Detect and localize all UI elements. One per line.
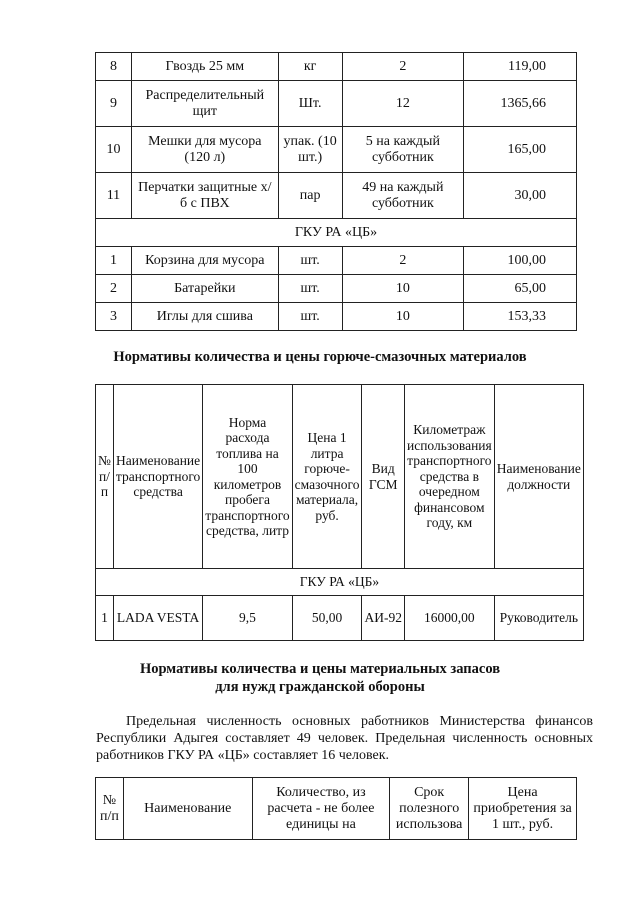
section-row [96, 569, 584, 596]
row-number: 8 [96, 53, 132, 81]
header-name: Наименование [123, 778, 252, 840]
item-name: Батарейки [131, 275, 278, 303]
item-price: 165,00 [464, 127, 577, 173]
header-fuel-type: Вид ГСМ [362, 385, 405, 569]
header-quantity: Количество, из расчета - не более единицы на [252, 778, 390, 840]
item-unit: кг [278, 53, 342, 81]
item-name: Распределительный щит [131, 81, 278, 127]
item-price: 30,00 [464, 173, 577, 219]
fuel-table [95, 384, 584, 641]
item-unit: пар [278, 173, 342, 219]
item-name: Гвоздь 25 мм [131, 53, 278, 81]
table-row [96, 275, 577, 303]
item-unit: шт. [278, 303, 342, 331]
header-number: № п/п [96, 385, 114, 569]
item-name: Мешки для мусора (120 л) [131, 127, 278, 173]
header-term: Срок полезного использова [390, 778, 469, 840]
header-mileage: Километраж использования транспортного средства в очередном финансовом году, км [404, 385, 494, 569]
item-name: Иглы для сшива [131, 303, 278, 331]
item-qty: 10 [342, 275, 464, 303]
item-unit: шт. [278, 247, 342, 275]
materials-table [95, 52, 577, 331]
header-number: № п/п [96, 778, 124, 840]
row-number: 1 [96, 596, 114, 641]
item-unit: упак. (10 шт.) [278, 127, 342, 173]
section-row [96, 219, 577, 247]
item-qty: 12 [342, 81, 464, 127]
row-number: 1 [96, 247, 132, 275]
item-price: 1365,66 [464, 81, 577, 127]
item-qty: 2 [342, 53, 464, 81]
employee-count-paragraph: Предельная численность основных работников Министерства финансов Республики Адыгея составляет 49 человек. Предельная численность основных работников ГКУ РА «ЦБ» составляет 16 человек. [96, 714, 593, 763]
fuel-type: АИ-92 [362, 596, 405, 641]
civil-defense-title-line2: для нужд гражданской обороны [215, 679, 425, 695]
civil-defense-table [95, 777, 577, 840]
table-header-row [96, 385, 584, 569]
row-number: 3 [96, 303, 132, 331]
mileage: 16000,00 [404, 596, 494, 641]
item-name: Корзина для мусора [131, 247, 278, 275]
table-row [96, 81, 577, 127]
table-row [96, 127, 577, 173]
item-price: 100,00 [464, 247, 577, 275]
row-number: 9 [96, 81, 132, 127]
item-price: 65,00 [464, 275, 577, 303]
vehicle-name: LADA VESTA [113, 596, 202, 641]
position: Руководитель [494, 596, 583, 641]
header-vehicle: Наименование транспортного средства [113, 385, 202, 569]
section-title: ГКУ РА «ЦБ» [96, 219, 577, 247]
fuel-norm: 9,5 [203, 596, 292, 641]
table-row [96, 53, 577, 81]
item-unit: шт. [278, 275, 342, 303]
header-price: Цена приобретения за 1 шт., руб. [469, 778, 577, 840]
item-price: 153,33 [464, 303, 577, 331]
item-qty: 10 [342, 303, 464, 331]
section-title: ГКУ РА «ЦБ» [96, 569, 584, 596]
item-qty: 49 на каждый субботник [342, 173, 464, 219]
fuel-price: 50,00 [292, 596, 362, 641]
header-fuel-norm: Норма расхода топлива на 100 километров пробега транспортного средства, литр [203, 385, 292, 569]
civil-defense-title [0, 660, 640, 696]
item-qty: 5 на каждый субботник [342, 127, 464, 173]
civil-defense-title-line1: Нормативы количества и цены материальных запасов [139, 661, 501, 677]
header-fuel-price: Цена 1 литра горюче-смазочного материала, руб. [292, 385, 362, 569]
row-number: 2 [96, 275, 132, 303]
header-position: Наименование должности [494, 385, 583, 569]
item-qty: 2 [342, 247, 464, 275]
item-name: Перчатки защитные х/б с ПВХ [131, 173, 278, 219]
row-number: 11 [96, 173, 132, 219]
item-unit: Шт. [278, 81, 342, 127]
table-row [96, 173, 577, 219]
row-number: 10 [96, 127, 132, 173]
table-row [96, 247, 577, 275]
fuel-norms-title: Нормативы количества и цены горюче-смазочных материалов [113, 349, 527, 365]
item-price: 119,00 [464, 53, 577, 81]
table-row [96, 596, 584, 641]
table-row [96, 303, 577, 331]
table-header-row [96, 778, 577, 840]
